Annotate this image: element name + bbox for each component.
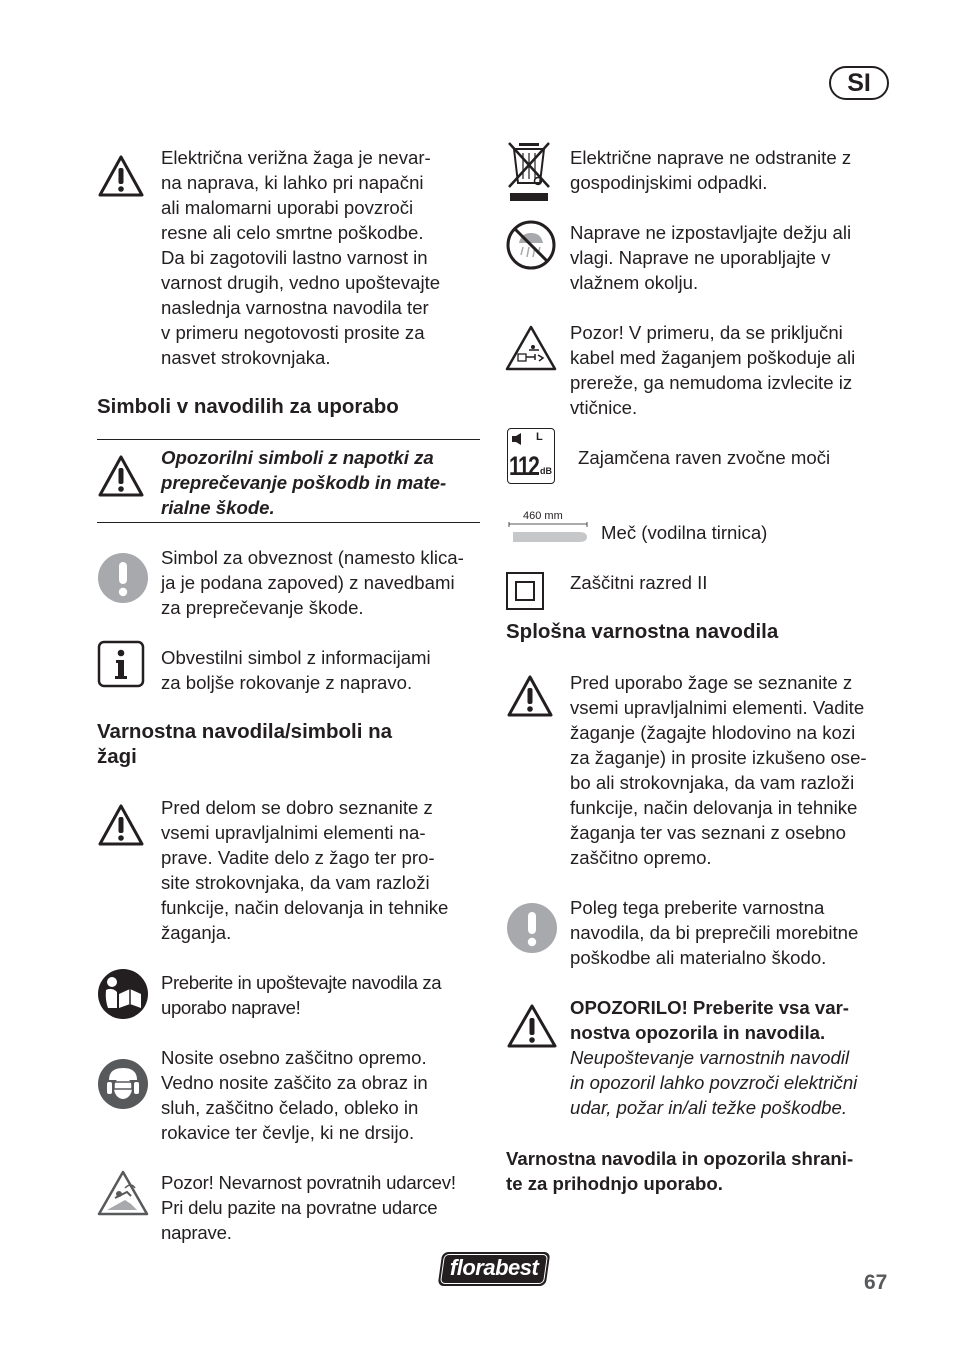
read-safety-text: Poleg tega preberite varnostna navodila, da bi preprečili morebitne poškodbe ali materialno škodo. — [570, 897, 859, 968]
brand-logo-text: florabest — [449, 1255, 539, 1280]
no-rain-icon — [505, 219, 557, 271]
info-symbol-note: Obvestilni simbol z informacijami za boljše rokovanje z napravo. — [161, 647, 431, 693]
kickback-text: Pozor! Nevarnost povratnih udarcev! Pri delu pazite na povratne udarce naprave. — [161, 1172, 456, 1243]
rain-text: Naprave ne izpostavljajte dežju ali vlagi. Naprave ne uporabljajte v vlažnem okolju. — [570, 222, 852, 293]
speaker-icon — [511, 432, 525, 446]
weee-bin-icon — [505, 139, 553, 203]
bar-text: Meč (vodilna tirnica) — [601, 522, 768, 543]
warning-italic-text: Neupoštevanje varnostnih navodil in opozoril lahko povzroči električni udar, požar in/ali težke poškodbe. — [570, 1047, 858, 1118]
saw-controls-text: Pred delom se dobro seznanite z vsemi upravljalnimi elementi na- prave. Vadite delo z žago ter pro- site strokovnjaka, da vam razloži funkcije, način delovanja in tehnike žaganja. — [161, 797, 449, 943]
heading-symbols: Simboli v navodilih za uporabo — [97, 395, 399, 418]
heading-general: Splošna varnostna navodila — [506, 620, 779, 643]
ppe-text: Nosite osebno zaščitno opremo. Vedno nosite zaščito za obraz in sluh, zaščitno čelado, obleko in rokavice ter čevlje, ki ne drsijo. — [161, 1047, 428, 1143]
intro-text: Električna verižna žaga je nevar- na naprava, ki lahko pri napačni ali malomarni uporabi povzroči resne ali celo smrtne poškodbe. Da bi zagotovili lastno varnost in varnost drugih, vedno upoštevajte naslednja varnostna navodila ter v primeru negotovosti prosite za nasvet strokovnjaka. — [161, 147, 441, 368]
brand-logo — [438, 1252, 551, 1286]
page-number: 67 — [864, 1271, 888, 1294]
read-manual-icon — [97, 968, 149, 1020]
language-badge: SI — [829, 66, 889, 100]
class2-text: Zaščitni razred II — [570, 572, 708, 593]
mandatory-exclamation-icon — [97, 552, 149, 604]
cable-damage-warning-icon — [505, 325, 557, 371]
warning-bold-text: OPOZORILO! Preberite vsa var- nostva opozorila in navodila. — [570, 997, 849, 1043]
warning-triangle-icon — [506, 1003, 558, 1049]
disposal-text: Električne naprave ne odstranite z gospodinjskimi odpadki. — [570, 147, 852, 193]
sound-level-unit: dB — [540, 466, 552, 476]
protective-equipment-icon — [97, 1058, 149, 1110]
sound-power-icon — [507, 428, 555, 484]
bar-length-label: 460 mm — [523, 510, 563, 522]
kickback-warning-icon — [97, 1170, 149, 1216]
divider-top — [97, 439, 480, 440]
info-icon — [97, 640, 145, 688]
divider-bottom — [97, 522, 480, 523]
heading-saw: Varnostna navodila/simboli na žagi — [97, 720, 393, 768]
sound-level-label: L — [536, 431, 543, 443]
warning-triangle-icon — [97, 454, 145, 498]
warning-triangle-icon — [506, 674, 554, 718]
sound-level-value: 112 — [509, 451, 539, 481]
mandatory-symbol-note: Simbol za obveznost (namesto klica- ja je podana zapoved) z navedbami za preprečevanje škode. — [161, 547, 464, 618]
read-manual-text: Preberite in upoštevajte navodila za uporabo naprave! — [161, 972, 442, 1018]
protection-class-ii-icon — [506, 572, 544, 610]
mandatory-exclamation-icon — [506, 902, 558, 954]
warning-triangle-icon — [97, 154, 145, 198]
sound-text: Zajamčena raven zvočne moči — [578, 447, 831, 468]
warning-triangle-icon — [97, 803, 145, 847]
keep-instructions-text: Varnostna navodila in opozorila shrani- te za prihodnjo uporabo. — [506, 1148, 854, 1194]
guide-bar-icon — [507, 522, 589, 544]
warning-symbol-note: Opozorilni simboli z napotki za preprečevanje poškodb in mate- rialne škode. — [161, 447, 447, 518]
general-controls-text: Pred uporabo žage se seznanite z vsemi upravljalnimi elementi. Vadite žaganje (žagajte hlodovino na kozi za žaganje) in prosite izkušeno ose- bo ali strokovnjaka, da vam razloži funkcije, način delovanja in tehnike žaganja ter vas seznani z osebno zaščitno opremo. — [570, 672, 867, 868]
cable-text: Pozor! V primeru, da se priključni kabel med žaganjem poškoduje ali prereže, ga nemudoma izvlecite iz vtičnice. — [570, 322, 856, 418]
